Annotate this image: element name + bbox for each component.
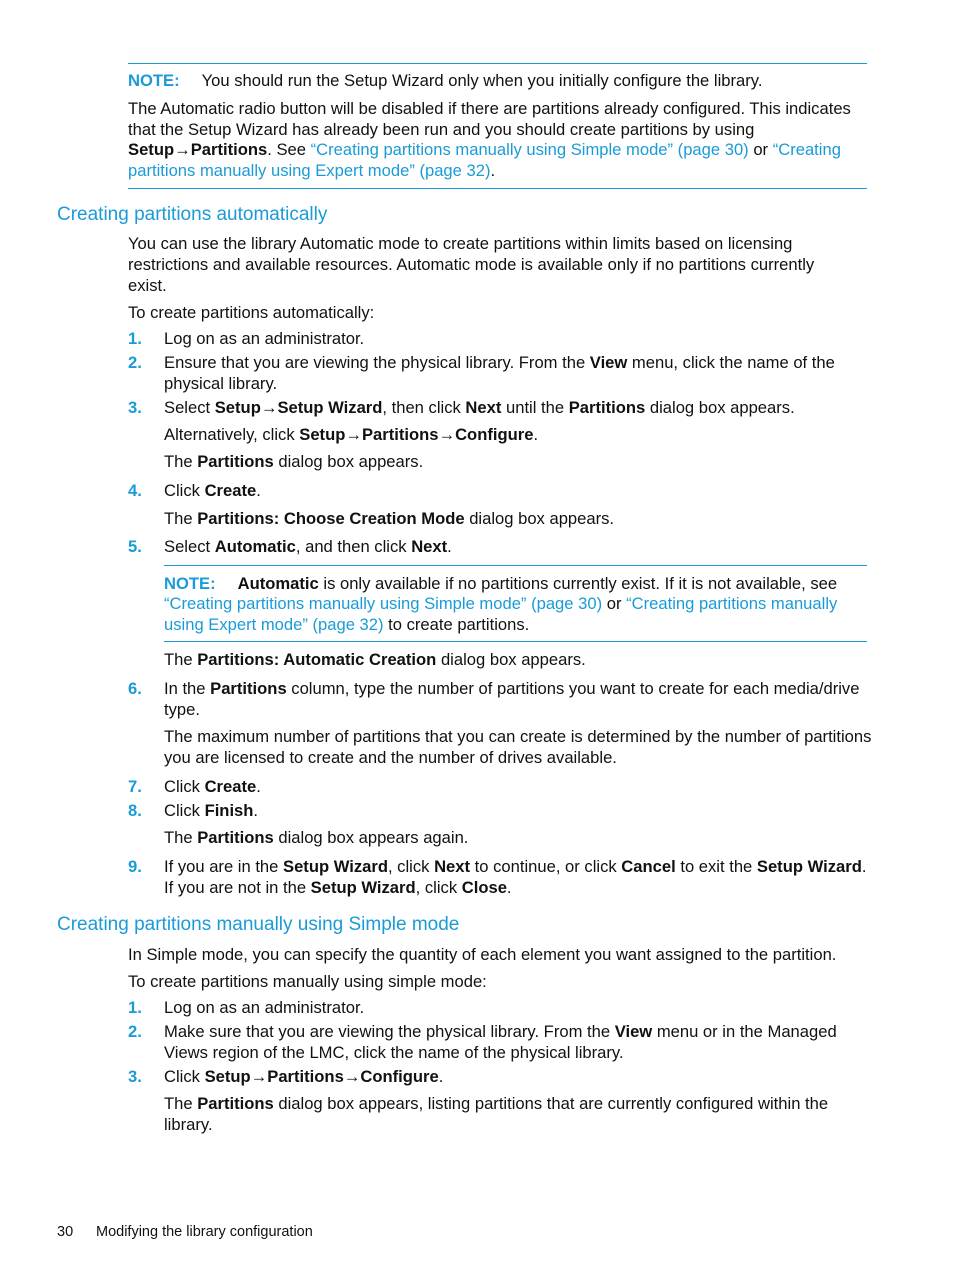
step-number: 2. — [128, 1022, 142, 1041]
menu-path-partitions: Partitions — [190, 140, 268, 159]
step-number: 1. — [128, 998, 142, 1017]
step-number: 4. — [128, 481, 142, 500]
section2-intro: In Simple mode, you can specify the quantity of each element you want assigned to the partition. — [128, 945, 837, 964]
menu-arrow: → — [174, 140, 191, 159]
note2-rule-top — [164, 565, 867, 566]
section1-intro-line-3: exist. — [128, 276, 167, 295]
section1-lead: To create partitions automatically: — [128, 303, 375, 322]
step-text: In the Partitions column, type the number of partitions you want to create for each media/drive — [164, 679, 860, 698]
link-simple-mode[interactable]: “Creating partitions manually using Simple mode” (page 30) — [164, 594, 603, 613]
step-number: 9. — [128, 857, 142, 876]
step-number: 2. — [128, 353, 142, 372]
step-text: Make sure that you are viewing the physical library. From the View menu or in the Managed — [164, 1022, 837, 1041]
page-number: 30 — [57, 1224, 74, 1240]
step-number: 7. — [128, 777, 142, 796]
link-expert-mode[interactable]: “Creating partitions manually — [626, 594, 838, 613]
menu-path-setup: Setup — [128, 140, 175, 159]
link-simple-mode[interactable]: “Creating partitions manually using Simple mode” (page 30) — [310, 140, 749, 159]
step-text-cont: Views region of the LMC, click the name of the physical library. — [164, 1043, 624, 1062]
step-detail-line-1: The maximum number of partitions that you can create is determined by the number of partitions — [164, 727, 872, 746]
step-result: The Partitions dialog box appears, listing partitions that are currently configured within the — [164, 1094, 829, 1113]
note2-line-1: NOTE: Automatic is only available if no partitions currently exist. If it is not available, see — [164, 574, 838, 593]
section-heading-simple-mode: Creating partitions manually using Simple mode — [57, 914, 460, 935]
step-text: If you are in the Setup Wizard, click Next to continue, or click Cancel to exit the Setup Wizard. — [164, 857, 867, 876]
section-heading-automatic: Creating partitions automatically — [57, 204, 328, 225]
step-result: The Partitions dialog box appears again. — [164, 828, 469, 847]
footer-title: Modifying the library configuration — [96, 1224, 313, 1240]
note2-rule-bottom — [164, 641, 867, 642]
note2-line-2: “Creating partitions manually using Simple mode” (page 30) or “Creating partitions manually — [164, 594, 838, 613]
note2-line-3: using Expert mode” (page 32) to create partitions. — [164, 615, 530, 634]
step-text: Log on as an administrator. — [164, 329, 365, 348]
step-text: Log on as an administrator. — [164, 998, 365, 1017]
note2-label: NOTE: — [164, 574, 216, 593]
section1-intro-line-2: restrictions and available resources. Automatic mode is available only if no partitions currently — [128, 255, 815, 274]
menu-view: View — [589, 353, 628, 372]
link-expert-mode-cont[interactable]: using Expert mode” (page 32) — [164, 615, 384, 634]
note-paragraph-line-3: Setup→Partitions. See “Creating partitions manually using Simple mode” (page 30) or “Creating — [128, 140, 841, 159]
step-text-cont: type. — [164, 700, 200, 719]
step-text: Select Automatic, and then click Next. — [164, 537, 452, 556]
step-number: 1. — [128, 329, 142, 348]
step-number: 8. — [128, 801, 142, 820]
step-text: Click Setup→Partitions→Configure. — [164, 1067, 444, 1086]
section1-intro-line-1: You can use the library Automatic mode to create partitions within limits based on licensing — [128, 234, 793, 253]
note-label: NOTE: — [128, 71, 180, 90]
step-text: Select Setup→Setup Wizard, then click Next until the Partitions dialog box appears. — [164, 398, 795, 417]
note-paragraph-line-2: that the Setup Wizard has already been run and you should create partitions by using — [128, 120, 755, 139]
note-line-1 — [128, 70, 762, 91]
step-text: Click Finish. — [164, 801, 259, 820]
step-text: Click Create. — [164, 481, 261, 500]
step-number: 5. — [128, 537, 142, 556]
step-number: 6. — [128, 679, 142, 698]
step-result: The Partitions: Automatic Creation dialog box appears. — [164, 650, 586, 669]
step-result: The Partitions dialog box appears. — [164, 452, 424, 471]
section2-lead: To create partitions manually using simple mode: — [128, 972, 487, 991]
note-rule-bottom — [128, 188, 867, 189]
step-result-cont: library. — [164, 1115, 213, 1134]
step-text-cont: If you are not in the Setup Wizard, click Close. — [164, 878, 512, 897]
step-number: 3. — [128, 398, 142, 417]
step-text: Click Create. — [164, 777, 261, 796]
note-rule-top — [128, 63, 867, 64]
step-result: The Partitions: Choose Creation Mode dialog box appears. — [164, 509, 615, 528]
link-expert-mode-cont[interactable]: partitions manually using Expert mode” (page 32) — [128, 161, 491, 180]
step-text: Ensure that you are viewing the physical library. From the View menu, click the name of the — [164, 353, 835, 372]
note-paragraph-line-4: partitions manually using Expert mode” (page 32). — [128, 161, 496, 180]
note-text: You should run the Setup Wizard only when you initially configure the library. — [201, 71, 763, 90]
step-alternative: Alternatively, click Setup→Partitions→Configure. — [164, 425, 539, 444]
step-detail-line-2: you are licensed to create and the number of drives available. — [164, 748, 617, 767]
step-text-cont: physical library. — [164, 374, 278, 393]
link-expert-mode[interactable]: “Creating — [772, 140, 841, 159]
step-number: 3. — [128, 1067, 142, 1086]
note-paragraph-line-1: The Automatic radio button will be disabled if there are partitions already configured. This indicates — [128, 99, 851, 118]
